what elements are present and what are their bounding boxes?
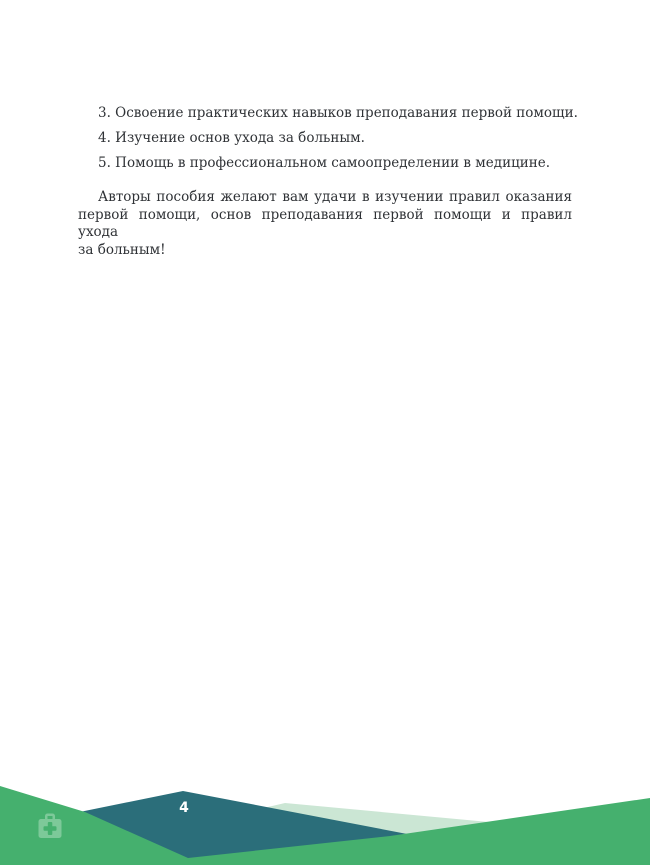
paragraph [78,189,572,259]
numbered-list [78,101,578,176]
list-item: 4. Изучение основ ухода за больным. [98,130,365,146]
paragraph-line: за больным! [78,241,166,258]
page-content [78,101,578,259]
list-item: 5. Помощь в профессиональном самоопределении в медицине. [98,155,551,171]
footer-decoration [0,780,650,865]
aid-kit-cross-horizontal [44,826,57,831]
paragraph-line: Авторы пособия желают вам удачи в изучении правил оказания [98,189,572,205]
page-number: 4 [179,800,189,816]
list-item: 3. Освоение практических навыков преподавания первой помощи. [98,105,578,121]
paragraph-line: первой помощи, основ преподавания первой помощи и правил ухода [78,206,572,241]
first-aid-kit-icon [37,813,63,839]
footer-waves [0,780,650,865]
